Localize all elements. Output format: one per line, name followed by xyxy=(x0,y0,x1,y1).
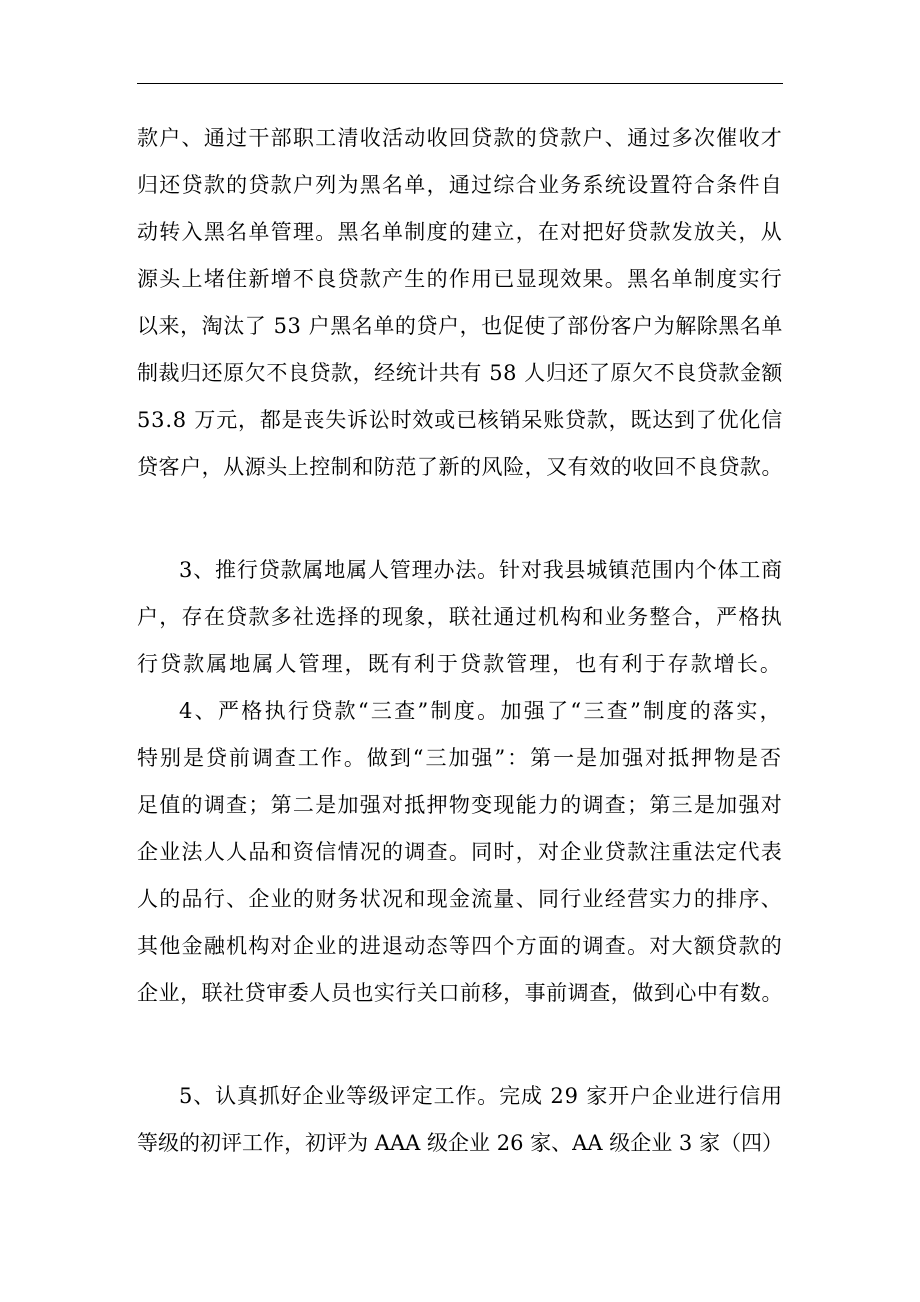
text-line: 贷客户，从源头上控制和防范了新的风险，又有效的收回不良贷款。 xyxy=(137,455,783,479)
text-line: 人的品行、企业的财务状况和现金流量、同行业经营实力的排序、 xyxy=(137,887,783,911)
text-line: 3、推行贷款属地属人管理办法。针对我县城镇范围内个体工商 xyxy=(179,558,783,582)
text-line: 动转入黑名单管理。黑名单制度的建立，在对把好贷款发放关，从 xyxy=(137,220,783,244)
text-line: 款户、通过干部职工清收活动收回贷款的贷款户、通过多次催收才 xyxy=(137,126,783,150)
text-line: 特别是贷前调查工作。做到“三加强”：第一是加强对抵押物是否 xyxy=(137,746,783,770)
text-line: 5、认真抓好企业等级评定工作。完成 29 家开户企业进行信用 xyxy=(179,1084,783,1108)
text-line: 归还贷款的贷款户列为黑名单，通过综合业务系统设置符合条件自 xyxy=(137,173,783,197)
text-line: 制裁归还原欠不良贷款，经统计共有 58 人归还了原欠不良贷款金额 xyxy=(137,361,783,385)
text-line: 53.8 万元，都是丧失诉讼时效或已核销呆账贷款，既达到了优化信 xyxy=(137,408,783,432)
text-line: 户，存在贷款多社选择的现象，联社通过机构和业务整合，严格执 xyxy=(137,605,783,629)
header-rule xyxy=(137,83,783,84)
text-line: 行贷款属地属人管理，既有利于贷款管理，也有利于存款增长。 xyxy=(137,652,783,676)
text-line: 企业，联社贷审委人员也实行关口前移，事前调查，做到心中有数。 xyxy=(137,981,783,1005)
text-line: 4、严格执行贷款“三查”制度。加强了“三查”制度的落实， xyxy=(179,699,783,723)
text-line: 以来，淘汰了 53 户黑名单的贷户，也促使了部份客户为解除黑名单 xyxy=(137,314,783,338)
text-line: 其他金融机构对企业的进退动态等四个方面的调查。对大额贷款的 xyxy=(137,934,783,958)
text-line: 足值的调查；第二是加强对抵押物变现能力的调查；第三是加强对 xyxy=(137,793,783,817)
text-line: 源头上堵住新增不良贷款产生的作用已显现效果。黑名单制度实行 xyxy=(137,267,783,291)
text-line: 企业法人人品和资信情况的调查。同时，对企业贷款注重法定代表 xyxy=(137,840,783,864)
text-line: 等级的初评工作，初评为 AAA 级企业 26 家、AA 级企业 3 家（四） xyxy=(137,1131,783,1155)
